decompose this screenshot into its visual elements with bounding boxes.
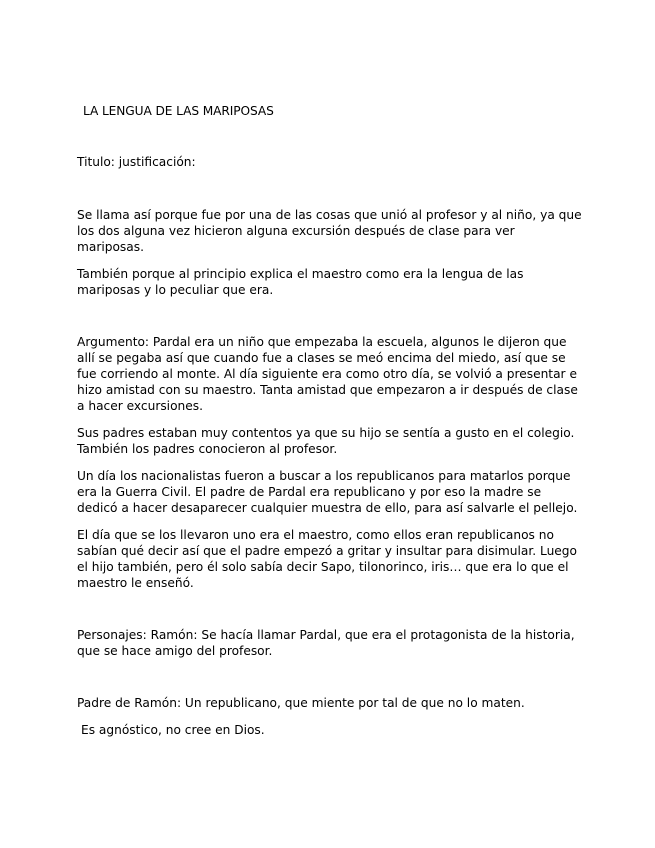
document-title: LA LENGUA DE LAS MARIPOSAS bbox=[83, 104, 274, 118]
paragraph-characters-2: Padre de Ramón: Un republicano, que miente por tal de que no lo maten. bbox=[77, 696, 525, 710]
paragraph-characters-3: Es agnóstico, no cree en Dios. bbox=[81, 723, 265, 737]
paragraph-title-justification: Titulo: justificación: bbox=[77, 155, 196, 169]
paragraph-justification-1: Se llama así porque fue por una de las cosas que unió al profesor y al niño, ya que los dos alguna vez hicieron alguna excursión después de clase para ver mariposas. bbox=[77, 208, 582, 254]
paragraph-plot-3: Un día los nacionalistas fueron a buscar a los republicanos para matarlos porque era la Guerra Civil. El padre de Pardal era republicano y por eso la madre se dedicó a hacer desaparecer cualquier muestra de ello, para así salvarle el pellejo. bbox=[77, 469, 578, 515]
paragraph-plot-1: Argumento: Pardal era un niño que empezaba la escuela, algunos le dijeron que allí se pegaba así que cuando fue a clases se meó encima del miedo, así que se fue corriendo al monte. Al día siguiente era como otro día, se volvió a presentar e hizo amistad con su maestro. Tanta amistad que empezaron a ir después de clase a hacer excursiones. bbox=[77, 335, 578, 413]
paragraph-characters-1: Personajes: Ramón: Se hacía llamar Pardal, que era el protagonista de la historia, que se hace amigo del profesor. bbox=[77, 628, 575, 658]
document-body bbox=[77, 103, 582, 738]
paragraph-justification-2: También porque al principio explica el maestro como era la lengua de las mariposas y lo peculiar que era. bbox=[77, 267, 524, 297]
paragraph-plot-2: Sus padres estaban muy contentos ya que su hijo se sentía a gusto en el colegio. También los padres conocieron al profesor. bbox=[77, 426, 575, 456]
paragraph-plot-4: El día que se los llevaron uno era el maestro, como ellos eran republicanos no sabían qué decir así que el padre empezó a gritar y insultar para disimular. Luego el hijo también, pero él solo sabía decir Sapo, tilonorinco, iris… que era lo que el maestro le enseñó. bbox=[77, 528, 577, 590]
